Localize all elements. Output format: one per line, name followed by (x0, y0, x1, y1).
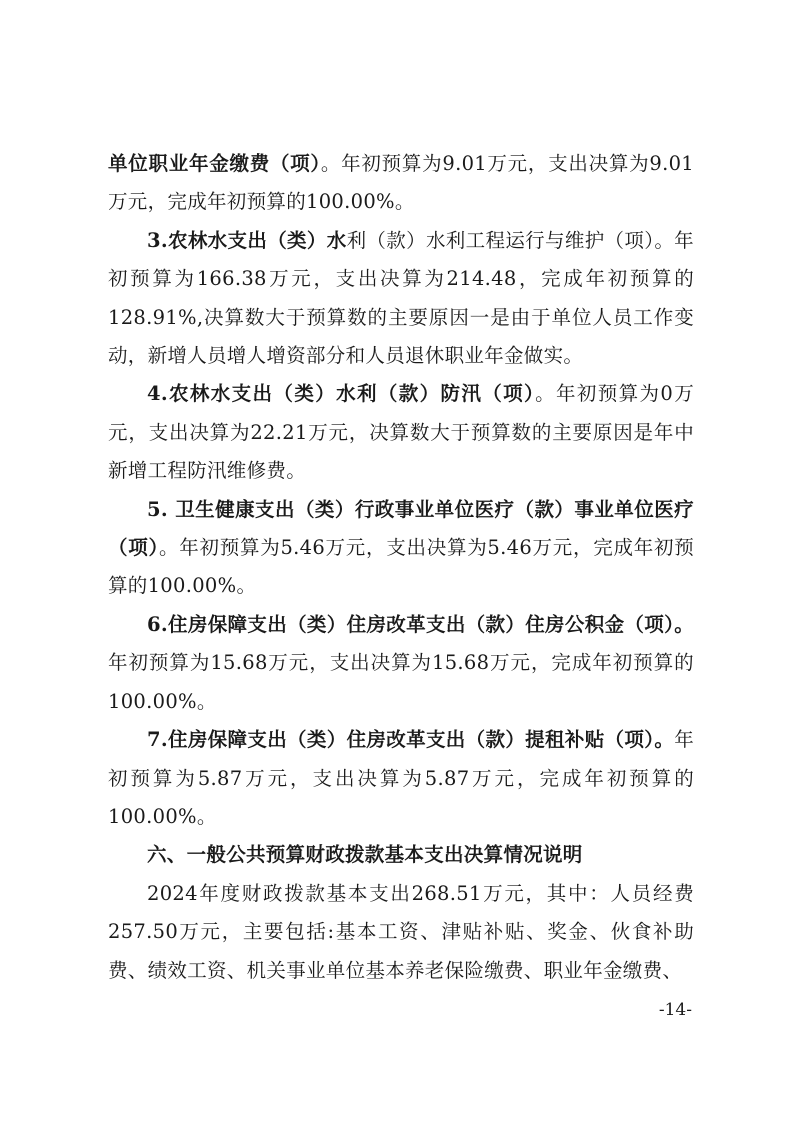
paragraph-text: 利（款）水利工程运行与维护（项）。年初预算为166.38万元，支出决算为214.48，完成年初预算的128.91%,决算数大于预算数的主要原因一是由于单位人员工作变动，新增人员增人增资部分和人员退休职业年金做实。 (108, 228, 694, 368)
paragraph-heading: 4.农林水支出（类）水利（款）防汛（项） (147, 382, 536, 406)
paragraph-pension-item (108, 145, 694, 222)
paragraph-text: 。年初预算为9.01万元，支出决算为9.01万元，完成年初预算的100.00%。 (108, 152, 694, 214)
paragraph-heading: 单位职业年金缴费（项） (108, 152, 321, 175)
document-body (108, 145, 694, 990)
paragraph-text: 2024年度财政拨款基本支出268.51万元，其中：人员经费257.50万元，主要包括:基本工资、津贴补贴、奖金、伙食补助费、绩效工资、机关事业单位基本养老保险缴费、职业年金缴费、 (108, 881, 694, 982)
paragraph-text: 。年初预算为5.46万元，支出决算为5.46万元，完成年初预算的100.00%。 (108, 536, 694, 598)
section-heading-text: 六、一般公共预算财政拨款基本支出决算情况说明 (147, 843, 583, 867)
paragraph-text: 年初预算为5.87万元，支出决算为5.87万元，完成年初预算的100.00%。 (108, 728, 694, 828)
paragraph-heading: 7.住房保障支出（类）住房改革支出（款）提租补贴（项）。 (147, 728, 675, 752)
paragraph-text: 。年初预算为0万元，支出决算为22.21万元，决算数大于预算数的主要原因是年中新增工程防汛维修费。 (108, 382, 695, 483)
paragraph-item-3 (108, 222, 694, 376)
paragraph-text: 年初预算为15.68万元，支出决算为15.68万元，完成年初预算的100.00%。 (108, 651, 694, 713)
paragraph-item-6 (108, 606, 694, 721)
paragraph-heading: 3.农林水支出（类）水 (147, 228, 347, 252)
paragraph-item-4 (108, 375, 694, 490)
paragraph-basic-expenditure (108, 875, 694, 990)
paragraph-heading: 6.住房保障支出（类）住房改革支出（款）住房公积金（项）。 (147, 612, 694, 636)
paragraph-heading: 5. 卫生健康支出（类）行政事业单位医疗（款）事业单位医疗（项） (108, 497, 694, 560)
paragraph-item-5 (108, 491, 694, 606)
section-heading-six (108, 836, 694, 874)
paragraph-item-7 (108, 721, 694, 836)
page-number: -14- (658, 1000, 692, 1020)
